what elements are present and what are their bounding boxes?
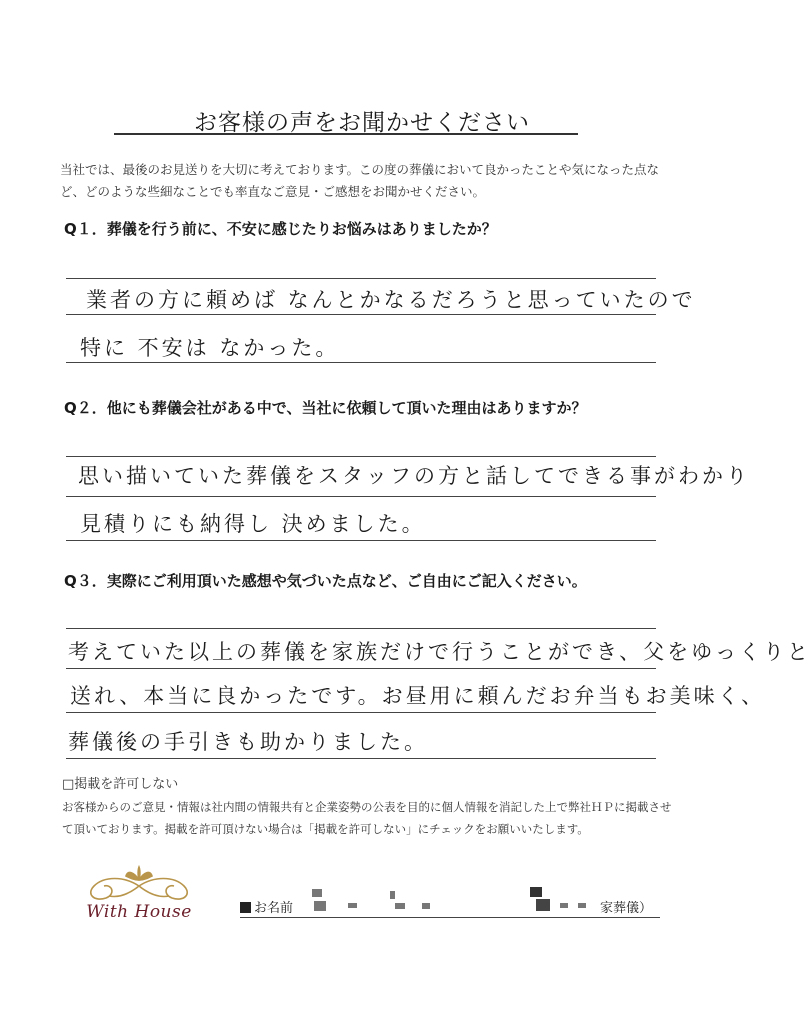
answer-rule bbox=[66, 628, 656, 629]
answer-rule bbox=[66, 712, 656, 713]
redaction-mark bbox=[578, 903, 586, 908]
answer-2-line-1: 思い描いていた葬儀をスタッフの方と話してできる事がわかり bbox=[78, 464, 750, 488]
consent-note: お客様からのご意見・情報は社内間の情報共有と企業姿勢の公表を目的に個人情報を消記した上で弊社ＨＰに掲載させて頂いております。掲載を許可頂けない場合は「掲載を許可しない」にチェックをお願いいたします。 bbox=[62, 800, 672, 836]
name-underline bbox=[240, 917, 660, 918]
name-suffix: 家葬儀） bbox=[600, 901, 653, 916]
bullet-square-icon bbox=[240, 902, 251, 913]
answer-3-line-2: 送れ、本当に良かったです。お昼用に頼んだお弁当もお美味く、 bbox=[70, 684, 766, 708]
question-1: Q１．葬儀を行う前に、不安に感じたりお悩みはありましたか？ bbox=[64, 220, 497, 238]
name-field[interactable] bbox=[240, 897, 660, 919]
redaction-mark bbox=[530, 887, 542, 897]
redaction-mark bbox=[395, 903, 405, 909]
logo-text: With House bbox=[86, 902, 192, 922]
redaction-mark bbox=[314, 901, 326, 911]
answer-rule bbox=[66, 758, 656, 759]
question-3: Q３．実際にご利用頂いた感想や気づいた点など、ご自由にご記入ください。 bbox=[64, 572, 587, 590]
answer-rule bbox=[66, 668, 656, 669]
answer-rule bbox=[66, 314, 656, 315]
name-label: お名前 bbox=[254, 901, 294, 916]
page-title: お客様の声をお聞かせください bbox=[194, 110, 530, 136]
answer-rule bbox=[66, 362, 656, 363]
redaction-mark bbox=[312, 889, 322, 897]
title-underline bbox=[114, 133, 578, 135]
lotus-ornament-icon bbox=[64, 866, 214, 906]
redaction-mark bbox=[422, 903, 430, 909]
consent-checkbox[interactable]: □掲載を許可しない bbox=[62, 777, 179, 792]
answer-1-line-1: 業者の方に頼めば なんとかなるだろうと思っていたので bbox=[86, 288, 696, 312]
answer-2-line-2: 見積りにも納得し 決めました。 bbox=[80, 512, 426, 536]
answer-3-line-1: 考えていた以上の葬儀を家族だけで行うことができ、父をゆっくりと bbox=[68, 640, 811, 664]
company-logo bbox=[64, 866, 214, 930]
answer-1-line-2: 特に 不安は なかった。 bbox=[80, 336, 340, 360]
redaction-mark bbox=[348, 903, 357, 908]
redaction-mark bbox=[390, 891, 395, 899]
redaction-mark bbox=[560, 903, 568, 908]
intro-text: 当社では、最後のお見送りを大切に考えております。この度の葬儀において良かったことや気になった点など、どのような些細なことでも率直なご意見・ご感想をお聞かせください。 bbox=[60, 162, 660, 199]
redaction-mark bbox=[536, 899, 550, 911]
answer-rule bbox=[66, 496, 656, 497]
answer-3-line-3: 葬儀後の手引きも助かりました。 bbox=[68, 730, 428, 754]
question-2: Q２．他にも葬儀会社がある中で、当社に依頼して頂いた理由はありますか？ bbox=[64, 399, 587, 417]
answer-rule bbox=[66, 456, 656, 457]
answer-rule bbox=[66, 540, 656, 541]
answer-rule bbox=[66, 278, 656, 279]
